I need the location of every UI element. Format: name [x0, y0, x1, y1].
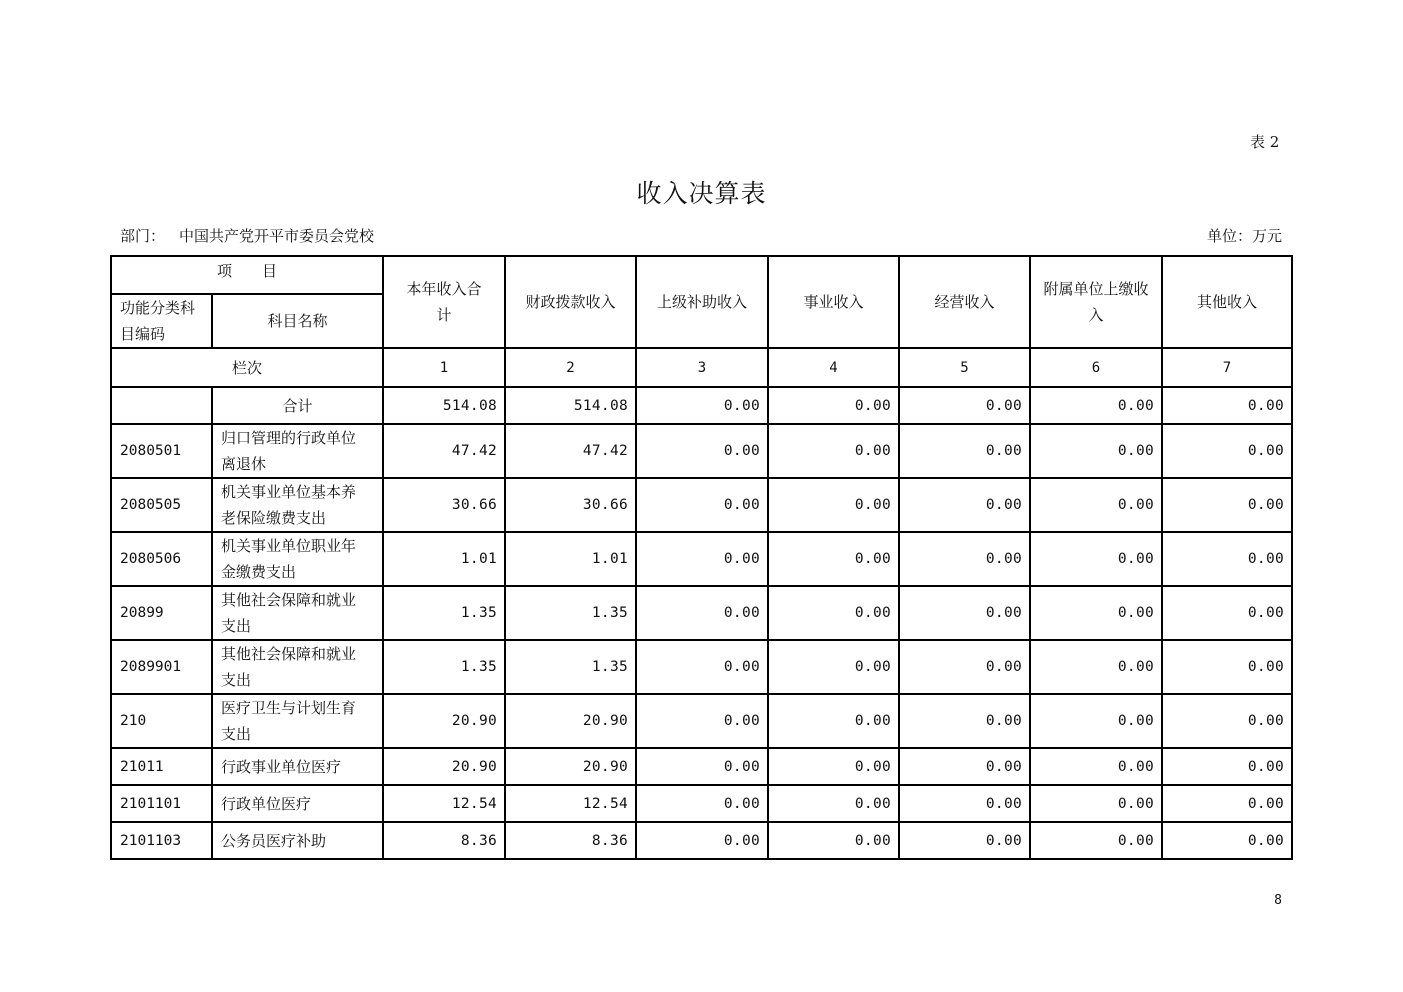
column-header: 经营收入: [899, 256, 1030, 348]
code-header: 功能分类科目编码: [111, 294, 212, 348]
amount-cell: 0.00: [1030, 822, 1162, 859]
amount-cell: 0.00: [1030, 586, 1162, 640]
account-code: 2080505: [111, 478, 212, 532]
account-code: 2080501: [111, 424, 212, 478]
amount-cell: 0.00: [1030, 532, 1162, 586]
amount-cell: 0.00: [636, 822, 768, 859]
table-row: [111, 822, 1292, 859]
amount-cell: 0.00: [1162, 748, 1292, 785]
account-name: 其他社会保障和就业支出: [212, 640, 383, 694]
account-code: 2080506: [111, 532, 212, 586]
index-number: 1: [383, 348, 505, 387]
page-title: 收入决算表: [636, 179, 767, 208]
total-value: 0.00: [768, 387, 899, 424]
account-code: 2101101: [111, 785, 212, 822]
amount-cell: 1.35: [383, 586, 505, 640]
table-row: [111, 586, 1292, 640]
amount-cell: 8.36: [383, 822, 505, 859]
amount-cell: 0.00: [768, 478, 899, 532]
income-table: [110, 255, 1293, 860]
column-header: 上级补助收入: [636, 256, 768, 348]
table-label: 表 2: [1250, 133, 1280, 151]
amount-cell: 0.00: [899, 748, 1030, 785]
amount-cell: 0.00: [768, 586, 899, 640]
department-label: 部门：: [120, 227, 166, 245]
amount-cell: 20.90: [505, 748, 636, 785]
index-number: 5: [899, 348, 1030, 387]
table-row: [111, 694, 1292, 748]
amount-cell: 0.00: [768, 424, 899, 478]
amount-cell: 0.00: [899, 640, 1030, 694]
account-name: 行政事业单位医疗: [212, 748, 383, 785]
amount-cell: 1.01: [505, 532, 636, 586]
index-number: 7: [1162, 348, 1292, 387]
amount-cell: 30.66: [383, 478, 505, 532]
amount-cell: 0.00: [1162, 424, 1292, 478]
account-code: 20899: [111, 586, 212, 640]
project-group-header: 项 目: [111, 256, 383, 294]
total-value: 0.00: [1162, 387, 1292, 424]
column-header: 其他收入: [1162, 256, 1292, 348]
table-row: [111, 478, 1292, 532]
amount-cell: 8.36: [505, 822, 636, 859]
amount-cell: 0.00: [1162, 478, 1292, 532]
account-code: 2089901: [111, 640, 212, 694]
amount-cell: 0.00: [636, 694, 768, 748]
amount-cell: 0.00: [1030, 785, 1162, 822]
amount-cell: 0.00: [1030, 694, 1162, 748]
amount-cell: 20.90: [505, 694, 636, 748]
total-value: 0.00: [1030, 387, 1162, 424]
amount-cell: 0.00: [636, 748, 768, 785]
amount-cell: 1.35: [505, 586, 636, 640]
amount-cell: 0.00: [899, 785, 1030, 822]
table-row: [111, 424, 1292, 478]
amount-cell: 0.00: [899, 532, 1030, 586]
table-row: [111, 640, 1292, 694]
account-name: 医疗卫生与计划生育支出: [212, 694, 383, 748]
amount-cell: 0.00: [768, 785, 899, 822]
total-row: [111, 387, 1292, 424]
account-name: 机关事业单位职业年金缴费支出: [212, 532, 383, 586]
amount-cell: 0.00: [1162, 586, 1292, 640]
amount-cell: 0.00: [1030, 748, 1162, 785]
account-name: 归口管理的行政单位离退休: [212, 424, 383, 478]
index-row-label: 栏次: [111, 348, 383, 387]
column-header: 附属单位上缴收入: [1030, 256, 1162, 348]
amount-cell: 0.00: [768, 694, 899, 748]
amount-cell: 0.00: [1030, 640, 1162, 694]
amount-cell: 0.00: [899, 822, 1030, 859]
amount-cell: 0.00: [1162, 785, 1292, 822]
column-header: 事业收入: [768, 256, 899, 348]
amount-cell: 30.66: [505, 478, 636, 532]
department-name: 中国共产党开平市委员会党校: [179, 227, 375, 245]
total-value: 514.08: [383, 387, 505, 424]
department-line: [120, 225, 374, 246]
amount-cell: 0.00: [768, 532, 899, 586]
column-header: 本年收入合计: [383, 256, 505, 348]
unit-label: 单位：万元: [1206, 227, 1282, 245]
amount-cell: 20.90: [383, 748, 505, 785]
total-code-cell: [111, 387, 212, 424]
amount-cell: 0.00: [768, 640, 899, 694]
account-name: 公务员医疗补助: [212, 822, 383, 859]
amount-cell: 47.42: [383, 424, 505, 478]
index-number: 3: [636, 348, 768, 387]
amount-cell: 0.00: [899, 586, 1030, 640]
total-label: 合计: [212, 387, 383, 424]
amount-cell: 1.35: [383, 640, 505, 694]
total-value: 0.00: [636, 387, 768, 424]
total-value: 514.08: [505, 387, 636, 424]
table-row: [111, 532, 1292, 586]
column-header: 财政拨款收入: [505, 256, 636, 348]
account-code: 21011: [111, 748, 212, 785]
account-name: 机关事业单位基本养老保险缴费支出: [212, 478, 383, 532]
amount-cell: 0.00: [1162, 640, 1292, 694]
index-number: 2: [505, 348, 636, 387]
index-number: 4: [768, 348, 899, 387]
amount-cell: 0.00: [636, 478, 768, 532]
amount-cell: 47.42: [505, 424, 636, 478]
amount-cell: 0.00: [1162, 694, 1292, 748]
amount-cell: 0.00: [1030, 424, 1162, 478]
amount-cell: 12.54: [383, 785, 505, 822]
amount-cell: 0.00: [768, 822, 899, 859]
amount-cell: 12.54: [505, 785, 636, 822]
amount-cell: 0.00: [1030, 478, 1162, 532]
amount-cell: 20.90: [383, 694, 505, 748]
total-value: 0.00: [899, 387, 1030, 424]
amount-cell: 0.00: [899, 478, 1030, 532]
account-code: 210: [111, 694, 212, 748]
index-number: 6: [1030, 348, 1162, 387]
amount-cell: 1.01: [383, 532, 505, 586]
amount-cell: 0.00: [636, 532, 768, 586]
account-name: 其他社会保障和就业支出: [212, 586, 383, 640]
amount-cell: 0.00: [899, 424, 1030, 478]
name-header: 科目名称: [212, 294, 383, 348]
table-row: [111, 748, 1292, 785]
amount-cell: 0.00: [636, 640, 768, 694]
amount-cell: 0.00: [899, 694, 1030, 748]
amount-cell: 0.00: [636, 586, 768, 640]
amount-cell: 0.00: [768, 748, 899, 785]
account-code: 2101103: [111, 822, 212, 859]
amount-cell: 0.00: [636, 785, 768, 822]
amount-cell: 0.00: [1162, 532, 1292, 586]
amount-cell: 1.35: [505, 640, 636, 694]
amount-cell: 0.00: [1162, 822, 1292, 859]
page-number: 8: [1274, 893, 1282, 908]
table-row: [111, 785, 1292, 822]
account-name: 行政单位医疗: [212, 785, 383, 822]
amount-cell: 0.00: [636, 424, 768, 478]
